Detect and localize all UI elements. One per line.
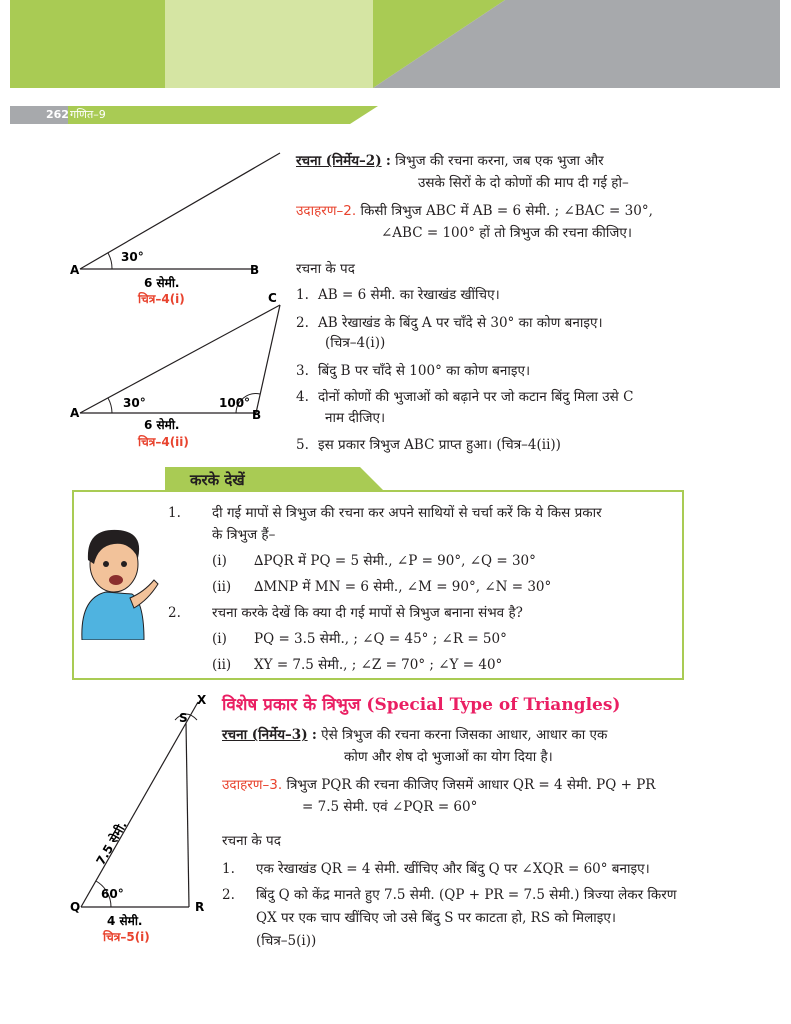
q1-number: 1.	[168, 505, 181, 521]
point-x-label: X	[197, 693, 207, 707]
step-item: 1. AB = 6 सेमी. का रेखाखंड खींचिए।	[296, 287, 500, 303]
length-label: 6 सेमी.	[144, 418, 180, 432]
q1-line1: दी गई मापों से त्रिभुज की रचना कर अपने साथियों से चर्चा करें कि ये किस प्रकार	[212, 505, 602, 521]
point-r-label: R	[195, 900, 205, 914]
point-c-label: C	[268, 291, 277, 305]
q2-item: (ii) XY = 7.5 सेमी., ; ∠Z = 70° ; ∠Y = 40°	[212, 657, 503, 673]
construction-3-heading-line: रचना (निर्मेय–3) : ऐसे त्रिभुज की रचना करना जिसका आधार, आधार का एक	[222, 727, 608, 743]
example-3-line1: उदाहरण–3. त्रिभुज PQR की रचना कीजिए जिसमें आधार QR = 4 सेमी. PQ + PR	[222, 777, 656, 793]
point-s-label: S	[179, 711, 188, 725]
point-b-label: B	[252, 408, 262, 422]
point-a-label: A	[70, 406, 80, 420]
construction-3-heading: रचना (निर्मेय–3)	[222, 727, 308, 743]
step-1-text: एक रेखाखंड QR = 4 सेमी. खींचिए और बिंदु Q पर ∠XQR = 60° बनाइए।	[256, 861, 650, 877]
example-3-label: उदाहरण–3.	[222, 777, 283, 793]
angle-b-label: 100°	[219, 396, 251, 410]
figure-caption: चित्र–4(i)	[138, 292, 185, 306]
q2-number: 2.	[168, 605, 181, 621]
angle-label: 30°	[121, 250, 144, 264]
steps-title: रचना के पद	[222, 833, 281, 849]
figure-4ii	[60, 288, 295, 453]
point-q-label: Q	[70, 900, 81, 914]
construction-2-line1: त्रिभुज की रचना करना, जब एक भुजा और	[395, 153, 604, 169]
step-2-line2: QX पर एक चाप खींचिए जो उसे बिंदु S पर काटता हो, RS को मिलाइए।	[256, 910, 616, 926]
figure-5i	[65, 690, 220, 950]
base-length-label: 4 सेमी.	[107, 914, 143, 928]
length-label: 6 सेमी.	[144, 276, 180, 290]
boy-pointing-illustration	[74, 520, 159, 640]
angle-a-label: 30°	[123, 396, 146, 410]
step-1-number: 1.	[222, 861, 235, 877]
q1-line2: के त्रिभुज हैं–	[212, 527, 276, 543]
book-title: गणित–9	[70, 108, 106, 121]
q2-line: रचना करके देखें कि क्या दी गई मापों से त्रिभुज बनाना संभव है?	[212, 605, 523, 621]
point-b-label: B	[250, 263, 260, 277]
slant-length-label: 7.5 सेमी.	[93, 818, 130, 868]
special-triangles-title: विशेष प्रकार के त्रिभुज (Special Type of Triangles)	[222, 695, 621, 715]
construction-2-heading-line: रचना (निर्मेय–2) : त्रिभुज की रचना करना, जब एक भुजा और	[296, 153, 604, 169]
figure-caption: चित्र–5(i)	[103, 930, 150, 944]
q1-item: (i) ∆PQR में PQ = 5 सेमी., ∠P = 90°, ∠Q = 30°	[212, 553, 536, 569]
point-a-label: A	[70, 263, 80, 277]
angle-label: 60°	[101, 887, 124, 901]
construction-2-line2: उसके सिरों के दो कोणों की माप दी गई हो–	[418, 175, 629, 191]
step-item-cont: (चित्र–4(i))	[325, 335, 386, 351]
q2-item: (i) PQ = 3.5 सेमी., ; ∠Q = 45° ; ∠R = 50°	[212, 631, 507, 647]
example-2-line2: ∠ABC = 100° हों तो त्रिभुज की रचना कीजिए।	[381, 225, 632, 241]
example-3-line2: = 7.5 सेमी. एवं ∠PQR = 60°	[302, 799, 478, 815]
example-2-line1: उदाहरण–2. किसी त्रिभुज ABC में AB = 6 सेमी. ; ∠BAC = 30°,	[296, 203, 653, 219]
figure-4i	[60, 150, 295, 310]
top-banner	[0, 0, 791, 90]
step-2-line3: (चित्र–5(i))	[256, 933, 317, 949]
figure-caption: चित्र–4(ii)	[138, 435, 189, 449]
step-2-line1: बिंदु Q को केंद्र मानते हुए 7.5 सेमी. (QP + PR = 7.5 सेमी.) त्रिज्या लेकर किरण	[256, 887, 677, 903]
page-number: 262	[46, 108, 69, 121]
steps-title: रचना के पद	[296, 261, 355, 277]
construction-3-line2: कोण और शेष दो भुजाओं का योग दिया है।	[344, 749, 553, 765]
construction-2-heading: रचना (निर्मेय–2)	[296, 153, 382, 169]
example-2-label: उदाहरण–2.	[296, 203, 357, 219]
q1-item: (ii) ∆MNP में MN = 6 सेमी., ∠M = 90°, ∠N = 30°	[212, 579, 552, 595]
step-item-cont: नाम दीजिए।	[325, 410, 386, 426]
step-item: 5. इस प्रकार त्रिभुज ABC प्राप्त हुआ। (चित्र–4(ii))	[296, 437, 561, 453]
step-item: 2. AB रेखाखंड के बिंदु A पर चाँदे से 30° का कोण बनाइए।	[296, 315, 603, 331]
step-item: 4. दोनों कोणों की भुजाओं को बढ़ाने पर जो कटान बिंदु मिला उसे C	[296, 389, 634, 405]
step-item: 3. बिंदु B पर चाँदे से 100° का कोण बनाइए।	[296, 363, 531, 379]
step-2-number: 2.	[222, 887, 235, 903]
try-it-title: करके देखें	[190, 471, 245, 489]
